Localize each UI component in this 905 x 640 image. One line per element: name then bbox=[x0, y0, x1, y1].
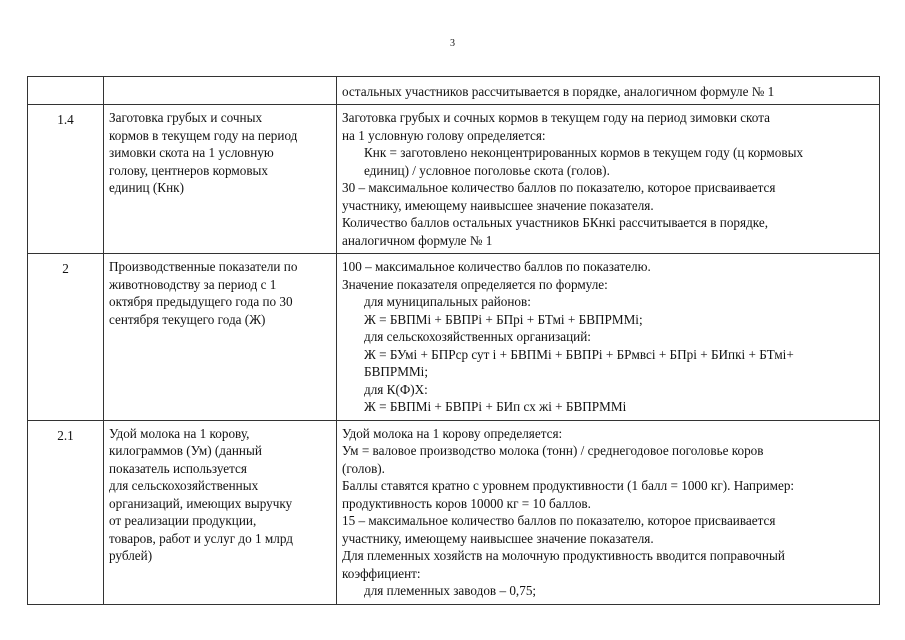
calculation-method-line: аналогичном формуле № 1 bbox=[342, 232, 493, 248]
calculation-method-line: 100 – максимальное количество баллов по показателю. bbox=[342, 259, 651, 274]
indicator-name-line: кормов в текущем году на период bbox=[109, 127, 298, 143]
calculation-method-line: 15 – максимальное количество баллов по показателю, которое присваивается bbox=[342, 513, 776, 528]
table-row bbox=[28, 254, 880, 421]
row-number-cell bbox=[28, 105, 104, 254]
calculation-method-cell bbox=[337, 254, 880, 421]
indicator-name-line: Заготовка грубых и сочных bbox=[109, 110, 263, 125]
calculation-method-line: БВПРММi; bbox=[364, 364, 429, 379]
criteria-table-body bbox=[28, 77, 880, 605]
calculation-method-line: для муниципальных районов: bbox=[364, 294, 531, 309]
indicator-name-line: организаций, имеющих выручку bbox=[109, 495, 293, 511]
table-row bbox=[28, 420, 880, 604]
calculation-method-line: Баллы ставятся кратно с уровнем продуктивности (1 балл = 1000 кг). Например: bbox=[342, 478, 795, 493]
indicator-name-line: для сельскохозяйственных bbox=[109, 478, 259, 493]
indicator-name-cell bbox=[104, 77, 337, 105]
calculation-method-line: коэффициент: bbox=[342, 565, 421, 581]
calculation-method-line: Количество баллов остальных участников БКнкi рассчитывается в порядке, bbox=[342, 215, 769, 230]
calculation-method-line: для К(Ф)Х: bbox=[364, 381, 428, 397]
calculation-method-line: остальных участников рассчитывается в порядке, аналогичном формуле № 1 bbox=[342, 84, 775, 99]
calculation-method-line: для сельскохозяйственных организаций: bbox=[364, 329, 591, 344]
indicator-name-line: показатель используется bbox=[109, 460, 247, 476]
indicator-name-line: Производственные показатели по bbox=[109, 259, 298, 274]
indicator-name-line: товаров, работ и услуг до 1 млрд bbox=[109, 530, 293, 546]
calculation-method-line: единиц) / условное поголовье скота (голов). bbox=[364, 162, 610, 178]
indicator-name-line: Удой молока на 1 корову, bbox=[109, 425, 250, 441]
calculation-method-cell bbox=[337, 105, 880, 254]
calculation-method-line: Ж = БУмi + БПРср сут i + БВПМi + БВПРi + БРмвсi + БПрi + БИпкi + БТмi+ bbox=[364, 346, 794, 362]
indicator-name-line: от реализации продукции, bbox=[109, 513, 257, 528]
calculation-method-cell bbox=[337, 77, 880, 105]
page-number: 3 bbox=[450, 38, 455, 49]
calculation-method-line: Ж = БВПМi + БВПРi + БИп сх жi + БВПРММi bbox=[364, 399, 627, 414]
calculation-method-cell bbox=[337, 420, 880, 604]
indicator-name-line: единиц (Кнк) bbox=[109, 180, 184, 195]
indicator-name-line: зимовки скота на 1 условную bbox=[109, 145, 274, 160]
calculation-method-line: участнику, имеющему наивысшее значение показателя. bbox=[342, 530, 654, 546]
indicator-name-line: сентября текущего года (Ж) bbox=[109, 311, 266, 327]
indicator-name-cell bbox=[104, 420, 337, 604]
calculation-method-line: Заготовка грубых и сочных кормов в текущем году на период зимовки скота bbox=[342, 110, 770, 125]
row-number: 1.4 bbox=[57, 112, 74, 127]
indicator-name-cell bbox=[104, 254, 337, 421]
calculation-method-line: Значение показателя определяется по формуле: bbox=[342, 276, 608, 292]
calculation-method-line: Кнк = заготовлено неконцентрированных кормов в текущем году (ц кормовых bbox=[364, 145, 804, 160]
calculation-method-line: участнику, имеющему наивысшее значение показателя. bbox=[342, 197, 654, 213]
calculation-method-line: Ум = валовое производство молока (тонн) / среднегодовое поголовье коров bbox=[342, 443, 764, 458]
calculation-method-line: для племенных заводов – 0,75; bbox=[364, 583, 537, 598]
calculation-method-line: на 1 условную голову определяется: bbox=[342, 127, 546, 143]
indicator-name-line: октября предыдущего года по 30 bbox=[109, 294, 293, 309]
indicator-name-line: голову, центнеров кормовых bbox=[109, 162, 269, 178]
row-number: 2 bbox=[62, 261, 69, 276]
row-number-cell bbox=[28, 420, 104, 604]
table-row bbox=[28, 77, 880, 105]
calculation-method-line: 30 – максимальное количество баллов по показателю, которое присваивается bbox=[342, 180, 776, 195]
row-number-cell bbox=[28, 254, 104, 421]
indicator-name-line: килограммов (Ум) (данный bbox=[109, 443, 262, 458]
calculation-method-line: Удой молока на 1 корову определяется: bbox=[342, 425, 563, 441]
row-number-cell bbox=[28, 77, 104, 105]
indicator-name-line: рублей) bbox=[109, 548, 153, 563]
row-number: 2.1 bbox=[57, 427, 74, 443]
criteria-table bbox=[27, 76, 880, 605]
indicator-name-cell bbox=[104, 105, 337, 254]
calculation-method-line: продуктивность коров 10000 кг = 10 баллов. bbox=[342, 495, 591, 511]
calculation-method-line: Ж = БВПМi + БВПРi + БПрi + БТмi + БВПРММi; bbox=[364, 311, 643, 327]
table-row bbox=[28, 105, 880, 254]
calculation-method-line: (голов). bbox=[342, 460, 385, 476]
indicator-name-line: животноводству за период с 1 bbox=[109, 276, 277, 292]
calculation-method-line: Для племенных хозяйств на молочную продуктивность вводится поправочный bbox=[342, 548, 785, 563]
